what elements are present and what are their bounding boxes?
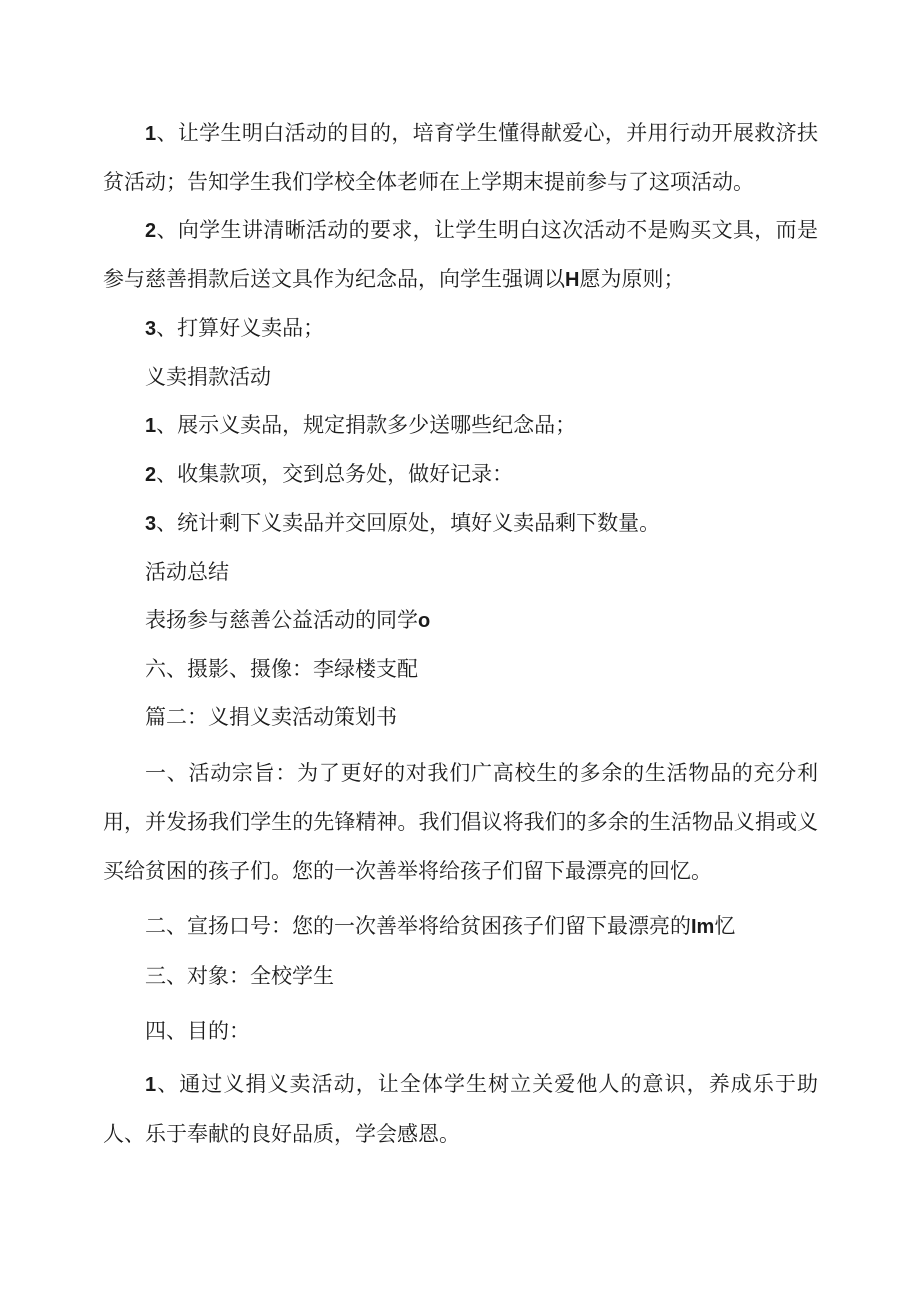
paragraph: 1、通过义捐义卖活动，让全体学生树立关爱他人的意识，养成乐于助人、乐于奉献的良好品质，学会感恩。 [103,1072,818,1146]
paragraph: 二、宣扬口号：您的一次善举将给贫困孩子们留下最漂亮的Im忆 [145,914,736,938]
paragraph: 2、向学生讲清晰活动的要求，让学生明白这次活动不是购买文具，而是参与慈善捐款后送文具作为纪念品，向学生强调以H愿为原则； [103,218,818,291]
paragraph: 篇二：义捐义卖活动策划书 [145,705,397,729]
latin-glyph: 1 [145,1074,157,1096]
latin-glyph: o [418,610,431,632]
latin-glyph: 3 [145,513,157,535]
paragraph: 1、让学生明白活动的目的，培育学生懂得献爱心，并用行动开展救济扶贫活动；告知学生我们学校全体老师在上学期末提前参与了这项活动。 [103,121,818,194]
paragraph: 活动总结 [145,560,229,584]
document-body [103,109,818,1159]
paragraph: 四、目的： [145,1019,250,1043]
paragraph: 3、统计剩下义卖品并交回原处，填好义卖品剩下数量。 [145,511,661,535]
paragraph: 义卖捐款活动 [145,365,271,389]
latin-glyph: Im [691,916,715,938]
paragraph: 表扬参与慈善公益活动的同学o [145,608,431,632]
latin-glyph: 2 [145,464,157,486]
paragraph: 三、对象：全校学生 [145,964,334,988]
paragraph: 3、打算好义卖品； [145,316,325,340]
paragraph: 六、摄影、摄像：李绿楼支配 [145,657,418,681]
latin-glyph: 1 [145,123,157,145]
paragraph: 一、活动宗旨：为了更好的对我们广高校生的多余的生活物品的充分利用，并发扬我们学生的先锋精神。我们倡议将我们的多余的生活物品义捐或义买给贫困的孩子们。您的一次善举将给孩子们留下最漂亮的回忆。 [103,761,818,883]
paragraph: 1、展示义卖品，规定捐款多少送哪些纪念品； [145,413,577,437]
latin-glyph: 1 [145,415,157,437]
latin-glyph: H [565,269,580,291]
latin-glyph: 3 [145,318,157,340]
paragraph: 2、收集款项，交到总务处，做好记录： [145,462,514,486]
latin-glyph: 2 [145,220,157,242]
